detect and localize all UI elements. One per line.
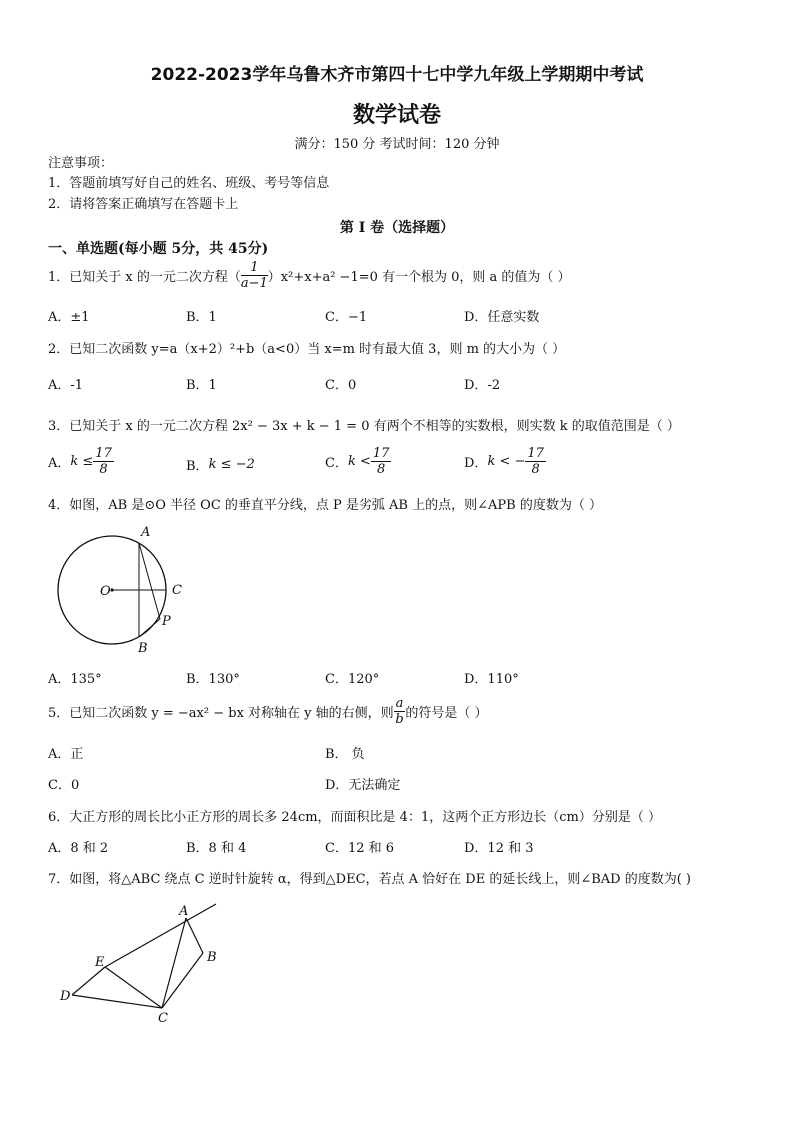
q3-b-rel: k ≤ −2 [208,457,255,472]
q1-option-a[interactable]: A．±1 [48,310,90,325]
question-4: 4．如图，AB 是⊙O 半径 OC 的垂直平分线，点 P 是劣弧 AB 上的点，则∠APB 的度数为（ ） [48,498,602,513]
question-2: 2．已知二次函数 y=a（x+2）²+b（a<0）当 x=m 时有最大值 3，则 m 的大小为（ ） [48,342,566,357]
exam-title: 2022-2023学年乌鲁木齐市第四十七中学九年级上学期期中考试 [150,65,644,85]
q4-label-p: P [162,614,171,629]
q6-option-a[interactable]: A．8 和 2 [48,841,109,856]
q3-a-rel: k ≤ [70,454,94,469]
q4-figure [50,522,200,657]
notes-item-1: 1．答题前填写好自己的姓名、班级、考号等信息 [48,176,330,191]
question-1 [48,260,571,291]
q7-label-b: B [207,950,217,965]
q3-c-rel: k < [347,454,371,469]
q3-c-fraction [371,446,392,477]
q5-option-b[interactable]: B． 负 [325,747,365,762]
subject-title: 数学试卷 [352,103,441,128]
q3-d-den: 8 [531,462,540,477]
q7-segment-de [72,967,105,995]
q5-frac-num: a [395,696,404,711]
question-7: 7．如图，将△ABC 绕点 C 逆时针旋转 α，得到△DEC，若点 A 恰好在 DE 的延长线上，则∠BAD 的度数为( ) [48,872,692,887]
q5-text-post: 的符号是（ ） [405,706,488,721]
q6-option-b[interactable]: B．8 和 4 [186,841,247,856]
q7-label-c: C [158,1011,168,1025]
q1-text-post: ）x²+x+a² −1=0 有一个根为 0，则 a 的值为（ ） [267,270,571,285]
question-6: 6．大正方形的周长比小正方形的周长多 24cm，而面积比是 4：1，这两个正方形边长（cm）分别是（ ） [48,810,661,825]
q3-option-a[interactable] [48,446,114,477]
q2-option-a[interactable]: A．-1 [48,378,84,393]
q3-c-label: C． [325,456,348,471]
q5-option-a[interactable]: A．正 [48,747,84,762]
q6-option-c[interactable]: C．12 和 6 [325,841,395,856]
q1-frac-num: 1 [241,260,268,276]
q2-option-c[interactable]: C．0 [325,378,357,393]
q4-option-b[interactable]: B．130° [186,672,240,687]
q2-option-b[interactable]: B．1 [186,378,217,393]
q3-a-num: 17 [95,446,112,461]
q7-segment-ab [186,918,203,953]
q7-segment-ac [162,918,186,1008]
q4-label-a: A [141,525,151,540]
q3-option-b[interactable] [186,455,255,474]
q3-c-den: 8 [376,462,386,477]
q4-option-d[interactable]: D．110° [464,672,519,687]
question-5 [48,696,488,727]
notes-item-2: 2．请将答案正确填写在答题卡上 [48,197,239,212]
q7-label-e: E [95,955,105,970]
q5-option-c[interactable]: C．0 [48,778,80,793]
q3-a-label: A． [48,456,71,471]
q3-option-d[interactable] [464,446,546,477]
q5-fraction [394,696,406,727]
q4-segment-bp [139,619,160,637]
q3-a-den: 8 [99,462,108,477]
q4-label-c: C [172,583,182,598]
q3-d-label: D． [464,456,488,471]
q4-option-a[interactable]: A．135° [48,672,102,687]
q3-d-rel: k < − [487,454,526,469]
q4-label-b: B [138,641,148,656]
q3-b-label: B． [186,459,209,474]
q5-frac-den: b [395,712,404,727]
exam-meta: 满分：150 分 考试时间：120 分钟 [294,137,500,152]
q2-option-d[interactable]: D．-2 [464,378,501,393]
q4-segment-ap [139,543,160,619]
q3-d-num: 17 [527,446,544,461]
q1-option-d[interactable]: D．任意实数 [464,310,540,325]
part-title: 第 I 卷（选择题） [339,220,455,236]
q7-label-a: A [179,904,189,919]
q1-option-c[interactable]: C．−1 [325,310,368,325]
q7-figure [55,895,225,1025]
q1-fraction [241,260,268,291]
q1-option-b[interactable]: B．1 [186,310,217,325]
q4-option-c[interactable]: C．120° [325,672,380,687]
notes-heading: 注意事项： [48,156,114,171]
section-title: 一、单选题(每小题 5分，共 45分) [48,241,269,257]
q7-label-d: D [60,989,71,1004]
question-3: 3．已知关于 x 的一元二次方程 2x² − 3x + k − 1 = 0 有两个不相等的实数根，则实数 k 的取值范围是（ ） [48,419,680,434]
q7-segment-dc [72,995,162,1008]
q6-option-d[interactable]: D．12 和 3 [464,841,534,856]
q5-option-d[interactable]: D．无法确定 [325,778,401,793]
q3-option-c[interactable] [325,446,391,477]
q1-frac-den: a−1 [240,276,268,291]
q3-a-fraction [93,446,114,477]
q5-text-pre: 5．已知二次函数 y = −ax² − bx 对称轴在 y 轴的右侧，则 [48,706,394,721]
q4-label-o: O [100,584,111,599]
q4-center-dot [110,588,113,591]
q3-c-num: 17 [372,446,390,461]
q7-segment-ec [105,967,162,1008]
q7-segment-bc [162,953,203,1008]
q1-text-pre: 1．已知关于 x 的一元二次方程（ [48,270,241,285]
q3-d-fraction [525,446,546,477]
